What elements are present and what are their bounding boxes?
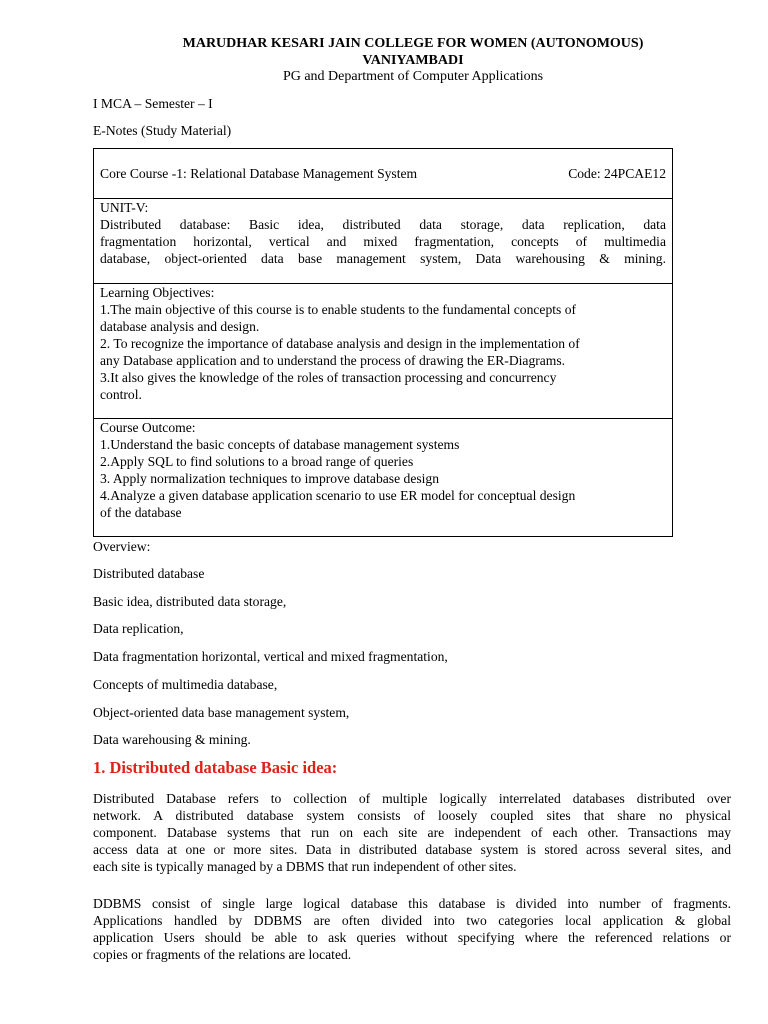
outcome-row [94, 418, 672, 536]
objectives-row [94, 283, 672, 418]
paragraph-line: Distributed Database refers to collection of multiple logically interrelated databases distributed over [93, 791, 731, 806]
college-location: VANIYAMBADI [362, 53, 464, 68]
paragraph-line: Applications handled by DDBMS are often divided into two categories local application & global [93, 913, 731, 928]
course-table [93, 148, 673, 537]
course-code: Code: 24PCAE12 [568, 166, 666, 181]
notes-label: E-Notes (Study Material) [93, 123, 232, 138]
overview-title: Overview: [93, 539, 151, 554]
section-heading: 1. Distributed database Basic idea: [93, 758, 338, 777]
outcome-line: 3. Apply normalization techniques to improve database design [100, 471, 440, 486]
overview-item: Data warehousing & mining. [93, 732, 251, 747]
paragraph-line: DDBMS consist of single large logical database this database is divided into number of fragments. [93, 896, 731, 911]
section-paragraph [93, 895, 731, 963]
semester-label: I MCA – Semester – I [93, 96, 213, 111]
course-title: Core Course -1: Relational Database Management System [100, 166, 418, 181]
outcome-line: 4.Analyze a given database application scenario to use ER model for conceptual design [100, 488, 576, 503]
unit-line: fragmentation horizontal, vertical and mixed fragmentation, concepts of multimedia [100, 234, 666, 249]
objective-line: database analysis and design. [100, 319, 260, 334]
objective-line: 2. To recognize the importance of database analysis and design in the implementation of [100, 336, 580, 351]
objectives-title: Learning Objectives: [100, 285, 215, 300]
paragraph-line: access data at one or more sites. Data in distributed database system is stored across several sites, and [93, 842, 731, 857]
paragraph-line: network. A distributed database system consists of loosely coupled sites that share no physical [93, 808, 731, 823]
objective-line: 3.It also gives the knowledge of the roles of transaction processing and concurrency [100, 370, 557, 385]
outcome-line: 2.Apply SQL to find solutions to a broad range of queries [100, 454, 414, 469]
paragraph-line: copies or fragments of the relations are located. [93, 947, 352, 962]
overview-item: Basic idea, distributed data storage, [93, 594, 287, 609]
paragraph-line: each site is typically managed by a DBMS that run independent of other sites. [93, 859, 517, 874]
paragraph-line: component. Database systems that run on each site are independent of each other. Transactions may [93, 825, 731, 840]
overview-item: Data fragmentation horizontal, vertical and mixed fragmentation, [93, 649, 448, 664]
section-paragraph [93, 790, 731, 875]
college-name: MARUDHAR KESARI JAIN COLLEGE FOR WOMEN (AUTONOMOUS) [182, 36, 644, 51]
objective-line: 1.The main objective of this course is to enable students to the fundamental concepts of [100, 302, 577, 317]
course-title-row [94, 149, 672, 198]
overview-item: Object-oriented data base management system, [93, 705, 350, 720]
unit-row [94, 198, 672, 283]
unit-line: database, object-oriented data base management system, Data warehousing & mining. [100, 251, 666, 266]
objective-line: control. [100, 387, 142, 402]
department-name: PG and Department of Computer Applications [282, 69, 544, 84]
unit-title: UNIT-V: [100, 200, 149, 215]
overview-item: Data replication, [93, 621, 184, 636]
objective-line: any Database application and to understand the process of drawing the ER-Diagrams. [100, 353, 566, 368]
outcome-line: of the database [100, 505, 182, 520]
paragraph-line: application Users should be able to ask queries without specifying where the referenced relations or [93, 930, 731, 945]
outcome-line: 1.Understand the basic concepts of database management systems [100, 437, 460, 452]
outcome-title: Course Outcome: [100, 420, 196, 435]
overview-item: Distributed database [93, 566, 205, 581]
overview-item: Concepts of multimedia database, [93, 677, 278, 692]
unit-line: Distributed database: Basic idea, distributed data storage, data replication, data [100, 217, 666, 232]
